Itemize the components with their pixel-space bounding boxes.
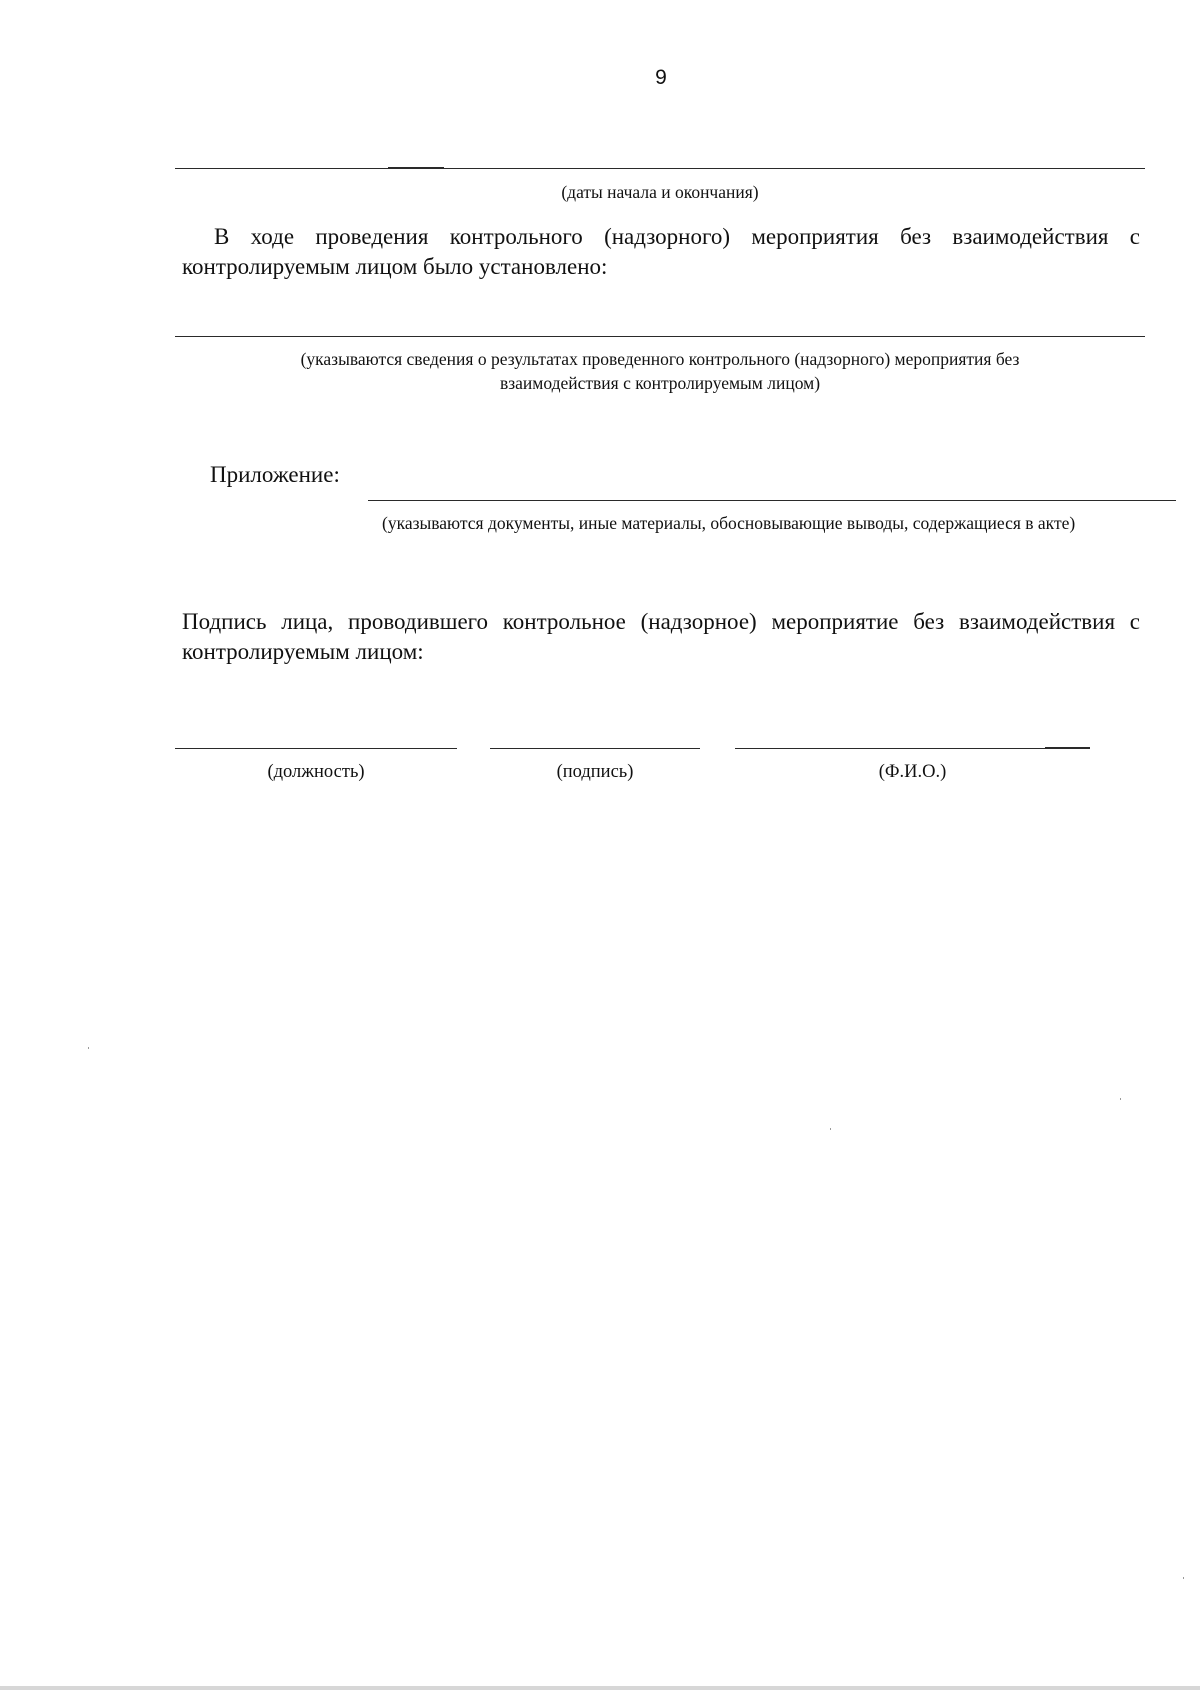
findings-caption-line2: взаимодействия с контролируемым лицом) xyxy=(499,373,821,393)
signature-intro: Подпись лица, проводившего контрольное (надзорное) мероприятие без взаимодействия с контролируемым лицом: xyxy=(182,609,1140,664)
scan-speck xyxy=(1183,1577,1184,1579)
name-line-mark xyxy=(1045,747,1090,749)
dates-line[interactable] xyxy=(175,168,1145,169)
scan-speck xyxy=(88,1047,89,1049)
dates-line-mark xyxy=(388,167,444,169)
dates-caption: (даты начала и окончания) xyxy=(561,182,759,202)
scan-speck xyxy=(830,1128,831,1130)
name-line[interactable] xyxy=(735,748,1090,749)
findings-caption-line1: (указываются сведения о результатах проведенного контрольного (надзорного) мероприятия без xyxy=(300,349,1020,369)
scan-bottom-edge xyxy=(0,1686,1200,1690)
signature-caption: (подпись) xyxy=(556,762,634,782)
scan-speck xyxy=(1120,1098,1121,1100)
appendix-label: Приложение: xyxy=(210,462,340,487)
appendix-line[interactable] xyxy=(368,500,1176,501)
appendix-caption: (указываются документы, иные материалы, обосновывающие выводы, содержащиеся в акте) xyxy=(382,513,1076,533)
findings-paragraph: В ходе проведения контрольного (надзорного) мероприятия без взаимодействия с контролируемым лицом было установлено: xyxy=(182,224,1140,279)
position-line[interactable] xyxy=(175,748,457,749)
signature-line[interactable] xyxy=(490,748,700,749)
page-number: 9 xyxy=(655,66,667,89)
name-caption: (Ф.И.О.) xyxy=(878,762,947,782)
position-caption: (должность) xyxy=(267,762,365,782)
findings-line[interactable] xyxy=(175,336,1145,337)
